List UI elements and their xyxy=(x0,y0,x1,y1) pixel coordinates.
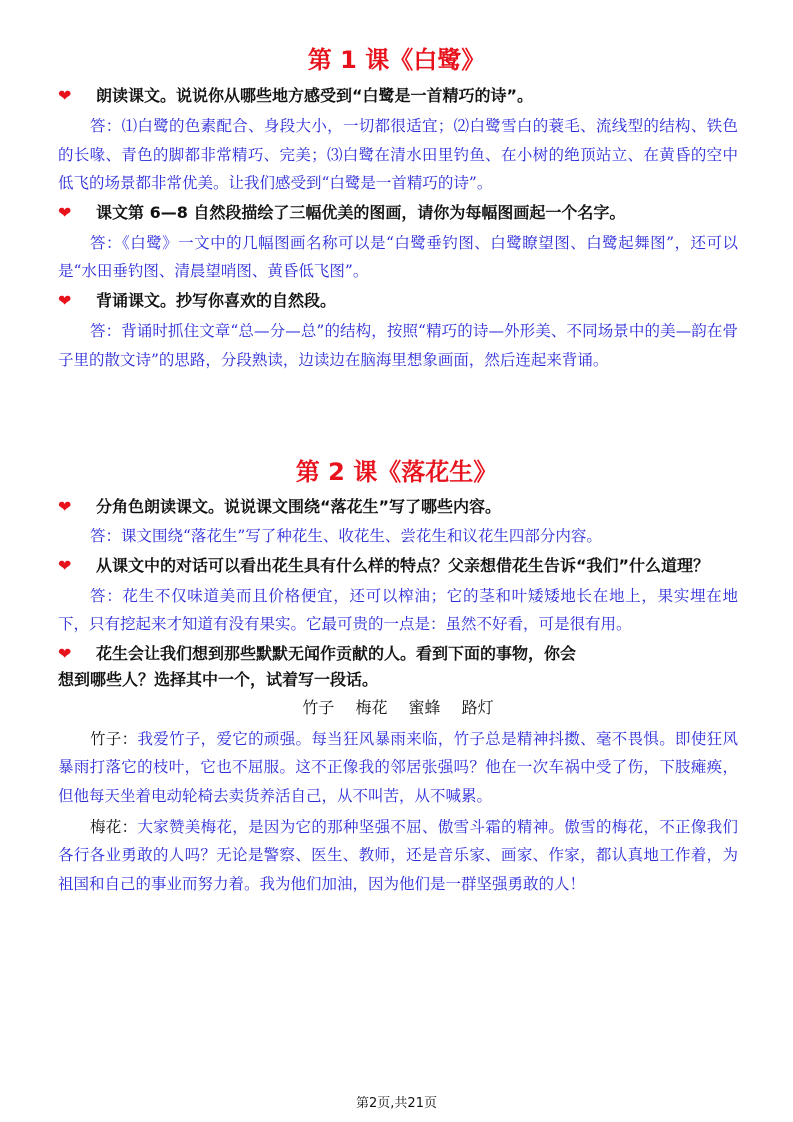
example-label: 竹子： xyxy=(90,729,138,748)
example-bamboo xyxy=(58,725,738,811)
question-text: 分角色朗读课文。说说课文围绕“落花生”写了哪些内容。 xyxy=(96,497,502,516)
lesson-1-answer-1: 答：⑴白鹭的色素配合、身段大小，一切都很适宜；⑵白鹭雪白的蓑毛、流线型的结构、铁色的长喙、青色的脚都非常精巧、完美；⑶白鹭在清水田里钓鱼、在小树的绝顶站立、在黄昏的空中低飞的场景都非常优美。让我们感受到“白鹭是一首精巧的诗”。 xyxy=(58,117,738,193)
heart-icon: ❤ xyxy=(58,202,72,222)
question-text: 从课文中的对话可以看出花生具有什么样的特点？父亲想借花生告诉“我们”什么道理？ xyxy=(96,555,710,575)
question-text-line-2: 想到哪些人？选择其中一个，试着写一段话。 xyxy=(58,669,379,689)
word-bamboo: 竹子 xyxy=(302,697,335,717)
lesson-2-answer-2: 答：花生不仅味道美而且价格便宜，还可以榨油；它的茎和叶矮矮地长在地上，果实埋在地下，只有挖起来才知道有没有果实。它最可贵的一点是：虽然不好看，可是很有用。 xyxy=(58,586,738,634)
lesson-2-question-3-line-2 xyxy=(58,667,738,693)
heart-icon: ❤ xyxy=(58,497,72,516)
lesson-1-body xyxy=(58,83,738,374)
word-plum-blossom: 梅花 xyxy=(355,697,388,717)
lesson-2-question-3 xyxy=(58,641,738,667)
example-text: 大家赞美梅花，是因为它的那种坚强不屈、傲雪斗霜的精神。傲雪的梅花，不正像我们各行各业勇敢的人吗？无论是警察、医生、教师，还是音乐家、画家、作家，都认真地工作着，为祖国和自己的事业而努力着。我为他们加油，因为他们是一群坚强勇敢的人！ xyxy=(58,817,738,893)
heart-icon: ❤ xyxy=(58,290,72,310)
question-text: 课文第 6—8 自然段描绘了三幅优美的图画，请你为每幅图画起一个名字。 xyxy=(96,202,626,222)
word-street-lamp: 路灯 xyxy=(461,697,494,717)
lesson-1-answer-2: 答：《白鹭》一文中的几幅图画名称可以是“白鹭垂钓图、白鹭瞭望图、白鹭起舞图”，还可以是“水田垂钓图、清晨望哨图、黄昏低飞图”。 xyxy=(58,233,738,281)
example-plum-blossom xyxy=(58,813,738,899)
question-text-line-1: 花生会让我们想到那些默默无闻作贡献的人。看到下面的事物，你会 xyxy=(96,643,577,663)
question-text: 朗读课文。说说你从哪些地方感受到“白鹭是一首精巧的诗”。 xyxy=(96,86,534,105)
lesson-1-answer-3: 答：背诵时抓住文章“总—分—总”的结构，按照“精巧的诗—外形美、不同场景中的美—韵在骨子里的散文诗”的思路，分段熟读，边读边在脑海里想象画面，然后连起来背诵。 xyxy=(58,321,738,369)
lesson-1-title: 第 1 课《白鹭》 xyxy=(307,46,486,74)
lesson-2-question-2 xyxy=(58,553,738,579)
lesson-1-question-2 xyxy=(58,200,738,226)
lesson-2-answer-1: 答：课文围绕“落花生”写了种花生、收花生、尝花生和议花生四部分内容。 xyxy=(90,527,602,545)
lesson-2-body xyxy=(58,494,738,898)
lesson-2-title: 第 2 课《落花生》 xyxy=(295,458,498,486)
lesson-2-question-1 xyxy=(58,494,738,520)
heart-icon: ❤ xyxy=(58,643,72,663)
heart-icon: ❤ xyxy=(58,555,72,575)
lesson-1-question-3 xyxy=(58,288,738,314)
question-text: 背诵课文。抄写你喜欢的自然段。 xyxy=(96,290,337,310)
example-text: 我爱竹子，爱它的顽强。每当狂风暴雨来临，竹子总是精神抖擞、毫不畏惧。即使狂风暴雨打落它的枝叶，它也不屈服。这不正像我的邻居张强吗？他在一次车祸中受了伤，下肢瘫痪，但他每天坐着电动轮椅去卖货养活自己，从不叫苦，从不喊累。 xyxy=(58,729,738,805)
word-bee: 蜜蜂 xyxy=(408,697,441,717)
word-options xyxy=(58,695,738,721)
page-number: 第2页,共21页 xyxy=(356,1096,437,1111)
lesson-1-question-1 xyxy=(58,83,738,109)
example-label: 梅花： xyxy=(90,817,138,836)
heart-icon: ❤ xyxy=(58,86,72,105)
